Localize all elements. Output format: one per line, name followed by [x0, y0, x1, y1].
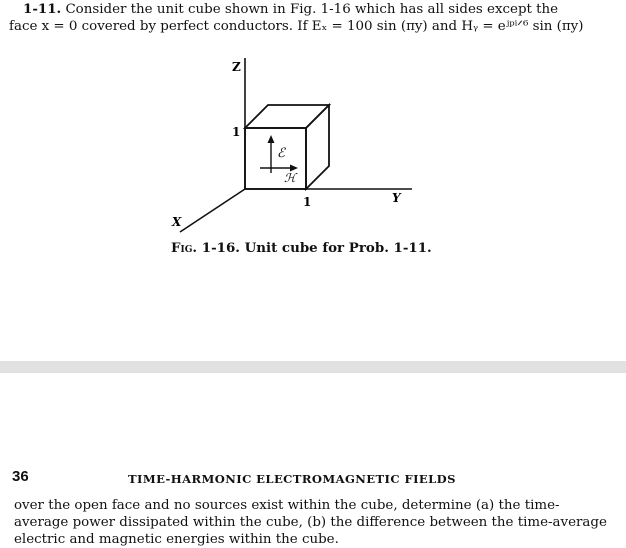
e-field-arrow-head: [268, 135, 275, 143]
problem-statement: [9, 1, 584, 35]
z-tick-label: 1: [232, 125, 241, 139]
h-field-label: ℋ: [284, 171, 296, 185]
page-bottom: [0, 373, 626, 547]
problem-number: 1-11.: [23, 1, 62, 17]
caption-fig-word: Fig.: [171, 240, 198, 256]
figure-caption: [171, 240, 432, 256]
problem-line-1-text: Consider the unit cube shown in Fig. 1-16 which has all sides except the: [65, 2, 559, 17]
y-axis-label: Y: [392, 191, 401, 205]
continuation-line-3: electric and magnetic energies within the cube.: [14, 532, 339, 547]
e-field-label: ℰ: [277, 146, 285, 161]
problem-line-1: [9, 1, 579, 19]
figure-unit-cube: [160, 52, 420, 237]
page-separator: [0, 361, 626, 373]
x-axis-label: X: [172, 215, 182, 229]
caption-text: 1-16. Unit cube for Prob. 1-11.: [201, 240, 432, 256]
problem-line-2: face x = 0 covered by perfect conductors. If Eₓ = 100 sin (πy) and Hᵧ = eʲᵖⁱᐟ⁶ sin (πy): [9, 18, 584, 34]
running-head: TIME-HARMONIC ELECTROMAGNETIC FIELDS: [128, 472, 456, 486]
page-number: 36: [12, 468, 29, 485]
cube-front-face: [245, 128, 306, 189]
x-axis-line: [180, 189, 245, 232]
continuation-line-1: over the open face and no sources exist within the cube, determine (a) the time-: [14, 498, 560, 513]
continuation-line-2: average power dissipated within the cube, (b) the difference between the time-average: [14, 515, 607, 530]
unit-cube-diagram: [160, 52, 420, 237]
cube-right-face: [306, 105, 329, 189]
y-tick-label: 1: [303, 195, 312, 209]
z-axis-label: Z: [232, 60, 241, 74]
problem-continuation: [14, 497, 607, 548]
